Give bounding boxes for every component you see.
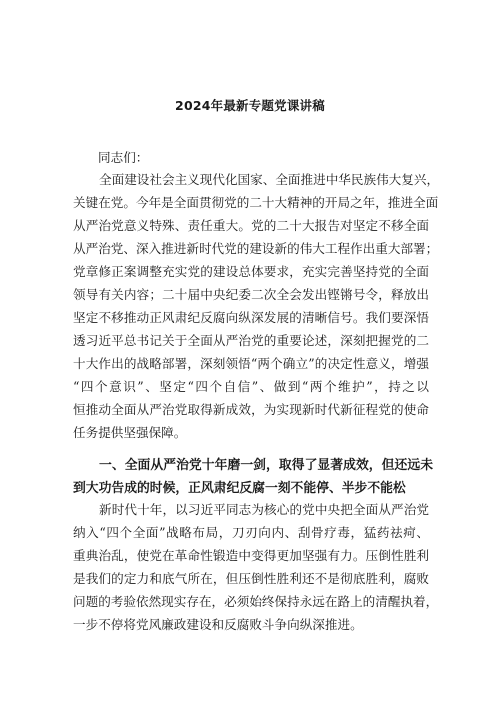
text-line: 从严治党意义特殊、责任重大。党的二十大报告对坚定不移全面 bbox=[73, 218, 429, 233]
salutation: 同志们： bbox=[98, 150, 149, 165]
heading-line: 一、全面从严治党十年磨一剑，取得了显著成效，但还远未 bbox=[99, 458, 433, 473]
heading-line: 到大功告成的时候，正风肃纪反腐一刻不能停、半步不能松 bbox=[73, 481, 406, 496]
section-heading-1 bbox=[73, 454, 433, 500]
paragraph-2 bbox=[73, 498, 439, 636]
text-line: 纳入“四个全面”战略布局，刀刃向内、刮骨疗毒，猛药祛疴、 bbox=[73, 525, 429, 540]
text-line: 问题的考验依然现实存在，必须始终保持永远在路上的清醒执着， bbox=[73, 594, 439, 609]
text-line: 关键在党。今年是全面贯彻党的二十大精神的开局之年，推进全面 bbox=[73, 195, 439, 210]
text-line: 领导有关内容；二十届中央纪委二次全会发出铿锵号令，释放出 bbox=[73, 287, 429, 302]
text-line: 坚定不移推动正风肃纪反腐向纵深发展的清晰信号。我们要深悟 bbox=[73, 310, 429, 325]
text-line: 任务提供坚强保障。 bbox=[73, 425, 187, 440]
paragraph-1 bbox=[73, 168, 440, 444]
text-line: 从严治党、深入推进新时代党的建设新的伟大工程作出重大部署； bbox=[73, 241, 439, 256]
text-line: “四个意识”、坚定“四个自信”、做到“两个维护”，持之以 bbox=[73, 379, 429, 394]
text-line: 重典治乱，使党在革命性锻造中变得更加坚强有力。压倒性胜利 bbox=[73, 548, 429, 563]
text-line: 新时代十年，以习近平同志为核心的党中央把全面从严治党 bbox=[99, 502, 429, 517]
text-line: 是我们的定力和底气所在，但压倒性胜利还不是彻底胜利，腐败 bbox=[73, 571, 429, 586]
document-title: 2024年最新专题党课讲稿 bbox=[175, 98, 325, 113]
text-line: 一步不停将党风廉政建设和反腐败斗争向纵深推进。 bbox=[73, 617, 363, 632]
text-line: 透习近平总书记关于全面从严治党的重要论述，深刻把握党的二 bbox=[73, 333, 429, 348]
text-line: 全面建设社会主义现代化国家、全面推进中华民族伟大复兴， bbox=[99, 172, 440, 187]
text-line: 恒推动全面从严治党取得新成效，为实现新时代新征程党的使命 bbox=[73, 402, 429, 417]
text-line: 十大作出的战略部署，深刻领悟“两个确立”的决定性意义，增强 bbox=[73, 356, 429, 371]
text-line: 党章修正案调整充实党的建设总体要求，充实完善坚持党的全面 bbox=[73, 264, 429, 279]
